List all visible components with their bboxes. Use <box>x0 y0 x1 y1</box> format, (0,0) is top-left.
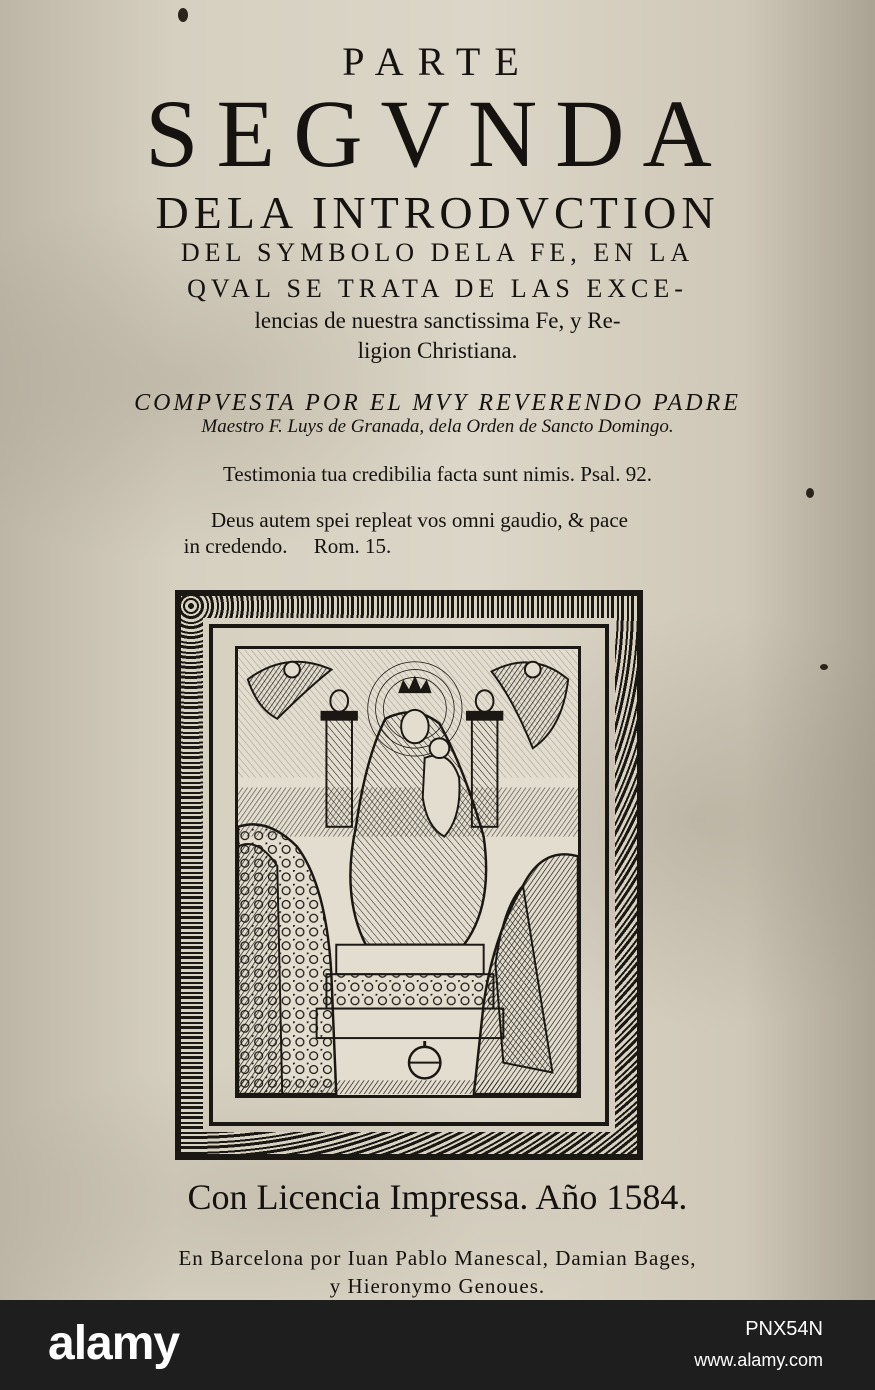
license-line: Con Licencia Impressa. Año 1584. <box>187 1177 688 1217</box>
title-line-2: SEGVNDA <box>145 80 730 187</box>
stock-footer <box>0 1300 875 1390</box>
image-code: PNX54N <box>745 1318 823 1340</box>
alamy-url: www.alamy.com <box>694 1350 823 1370</box>
title-line-5: QVAL SE TRATA DE LAS EXCE- <box>187 274 688 303</box>
madonna-woodcut <box>175 590 643 1160</box>
woodcut-picture <box>235 646 581 1098</box>
madonna-and-child-illustration <box>238 649 578 1095</box>
title-line-3: DELA INTRODVCTION <box>155 187 720 238</box>
epigraph-line-2: Deus autem spei repleat vos omni gaudio, & pace <box>211 508 628 532</box>
ink-spot <box>178 8 188 22</box>
ink-spot <box>820 664 828 670</box>
epigraph-line-1: Testimonia tua credibilia facta sunt nimis. Psal. 92. <box>223 462 652 486</box>
imprint-line-2: y Hieronymo Genoues. <box>329 1274 546 1298</box>
alamy-logo: alamy <box>48 1317 180 1370</box>
title-line-6: lencias de nuestra sanctissima Fe, y Re- <box>254 308 621 333</box>
imprint-line-1: En Barcelona por Iuan Pablo Manescal, Damian Bages, <box>178 1246 697 1270</box>
author-line-1: COMPVESTA POR EL MVY REVERENDO PADRE <box>134 390 741 416</box>
author-line-2: Maestro F. Luys de Granada, dela Orden de Sancto Domingo. <box>201 416 674 437</box>
title-line-7: ligion Christiana. <box>357 338 518 363</box>
title-line-1: PARTE <box>342 39 533 84</box>
title-line-4: DEL SYMBOLO DELA FE, EN LA <box>180 238 695 267</box>
epigraph-line-3: in credendo. Rom. 15. <box>183 534 392 558</box>
ink-spot <box>806 488 814 498</box>
